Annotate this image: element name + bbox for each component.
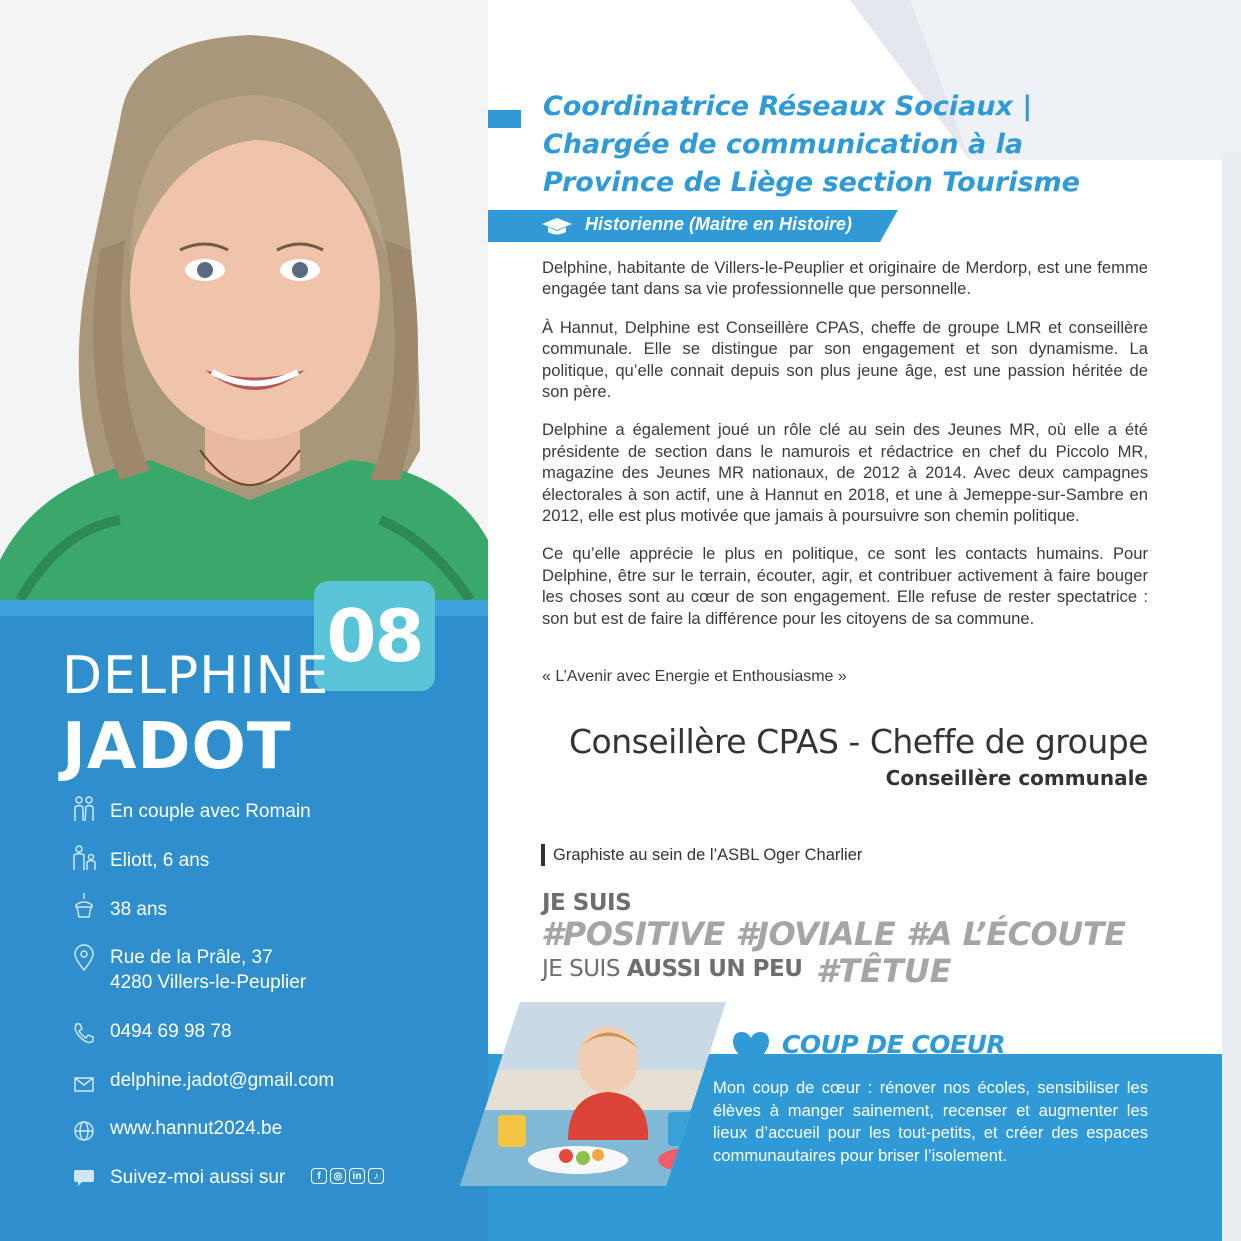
- social-label: Suivez-moi aussi sur: [110, 1167, 286, 1188]
- right-edge-strip: [1222, 150, 1241, 1241]
- location-pin-icon: [70, 944, 98, 972]
- je-suis-heading: JE SUIS: [542, 890, 632, 916]
- job-title: Coordinatrice Réseaux Sociaux | Chargée de communication à la Province de Liège section Tourisme: [543, 91, 1080, 198]
- child-icon: [70, 844, 98, 872]
- graduation-cap-icon: [541, 216, 573, 236]
- linkedin-icon[interactable]: in: [349, 1168, 365, 1184]
- tiktok-icon[interactable]: ♪: [368, 1168, 384, 1184]
- personality-hashtags: #POSITIVE #JOVIALE #A L’ÉCOUTE: [541, 915, 1126, 953]
- age-info: 38 ans: [110, 899, 168, 920]
- family-status: En couple avec Romain: [110, 801, 311, 822]
- address-line-2: 4280 Villers-le-Peuplier: [110, 972, 307, 993]
- bio-paragraph: Ce qu’elle apprécie le plus en politique, ce sont les contacts humains. Pour Delphine, être sur le terrain, écouter, agir, et contribuer activement à faire bouger les choses sont au cœur de son engagement. Elle refuse de rester spectatrice : son but est de faire la différence pour les citoyens de sa commune.: [542, 544, 1148, 628]
- je-suis-prefix: JE SUIS: [542, 956, 627, 982]
- je-suis-bold: AUSSI UN PEU: [626, 956, 803, 982]
- birthday-cake-icon: [70, 891, 98, 919]
- globe-icon: [70, 1117, 98, 1145]
- coup-de-coeur-text: Mon coup de cœur : rénover nos écoles, sensibiliser les élèves à manger sainement, recenser et augmenter les lieux d’accueil pour les tout-petits, et créer des espaces communautaires pour briser l’isolement.: [713, 1078, 1148, 1165]
- candidate-first-name: DELPHINE: [62, 646, 330, 706]
- flaw-hashtag: #TÊTUE: [816, 952, 952, 990]
- other-job: Graphiste au sein de l’ASBL Oger Charlier: [553, 846, 863, 864]
- candidate-last-name: JADOT: [62, 710, 292, 784]
- facebook-icon[interactable]: f: [311, 1168, 327, 1184]
- speech-bubble-icon: [70, 1164, 98, 1192]
- couple-icon: [70, 795, 98, 823]
- instagram-icon[interactable]: ◎: [330, 1168, 346, 1184]
- degree-label: Historienne (Maitre en Histoire): [585, 214, 853, 234]
- bio-paragraph: À Hannut, Delphine est Conseillère CPAS, cheffe de groupe LMR et conseillère communale. Elle se distingue par son engagement et son dynamisme. La politique, qu’elle connait depuis son plus jeune âge, est une passion héritée de son père.: [542, 317, 1148, 402]
- website-link[interactable]: www.hannut2024.be: [110, 1118, 283, 1139]
- mandate-title: Conseillère CPAS - Cheffe de groupe: [569, 722, 1148, 761]
- children-info: Eliott, 6 ans: [110, 850, 210, 871]
- job-marker-bar: [541, 844, 545, 866]
- biography: [542, 257, 1148, 646]
- phone-number[interactable]: 0494 69 98 78: [110, 1021, 232, 1042]
- child-eating-photo: [458, 1000, 728, 1188]
- slogan-quote: « L’Avenir avec Energie et Enthousiasme »: [542, 668, 847, 685]
- bio-paragraph: Delphine a également joué un rôle clé au sein des Jeunes MR, où elle a été présidente de section dans le namurois et rédactrice en chef du Piccolo MR, magazine des Jeunes MR nationaux, de 2012 à 2014. Avec deux campagnes électorales à son actif, une à Hannut en 2018, et une à Jemeppe-sur-Sambre en 2012, elle est plus motivée que jamais à poursuivre son chemin politique.: [542, 420, 1148, 526]
- mail-icon: [70, 1070, 98, 1098]
- candidate-portrait: [0, 0, 488, 610]
- social-links: [311, 1168, 384, 1184]
- email-link[interactable]: delphine.jadot@gmail.com: [110, 1070, 335, 1091]
- coup-de-coeur-title: COUP DE COEUR: [782, 1030, 1006, 1059]
- address-line-1: Rue de la Prâle, 37: [110, 947, 273, 968]
- bio-paragraph: Delphine, habitante de Villers-le-Peuplier et originaire de Merdorp, est une femme engagée tant dans sa vie professionnelle que personnelle.: [542, 258, 1148, 299]
- je-suis-line-2: [542, 956, 802, 982]
- heart-icon: [731, 1030, 771, 1068]
- title-marker: [488, 110, 521, 128]
- phone-icon: [70, 1019, 98, 1047]
- mandate-subtitle: Conseillère communale: [885, 766, 1148, 790]
- candidate-number-badge: 08: [314, 581, 435, 691]
